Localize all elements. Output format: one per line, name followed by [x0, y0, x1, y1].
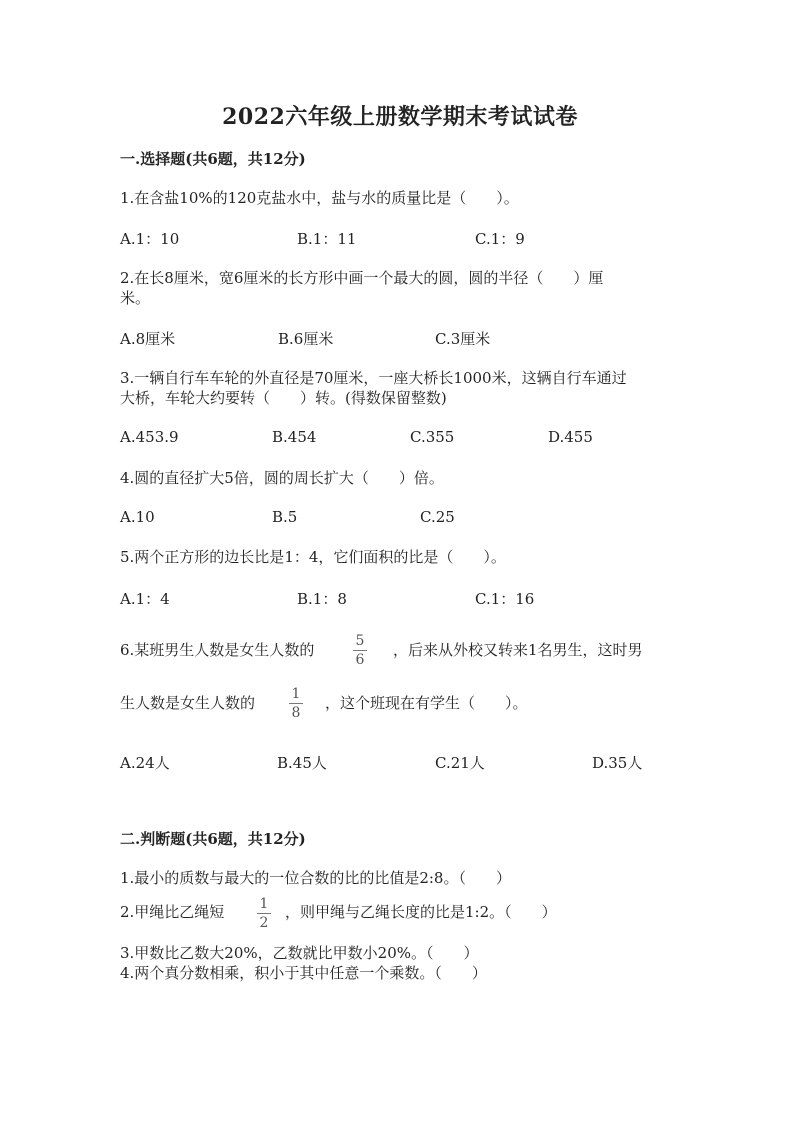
q4-option-c: C.25: [420, 508, 455, 526]
q3-option-a: A.453.9: [120, 428, 179, 446]
q4-option-b: B.5: [272, 508, 298, 526]
fraction-numerator: 1: [291, 686, 301, 702]
q1-option-a: A.1：10: [120, 230, 180, 248]
fraction-one-half: [257, 896, 271, 931]
q3-option-d: D.455: [548, 428, 593, 446]
q2-option-a: A.8厘米: [120, 330, 176, 348]
question-2-line2: 米。: [120, 289, 151, 307]
q6-option-b: B.45人: [277, 754, 327, 772]
q1-option-b: B.1：11: [297, 230, 357, 248]
fraction-denominator: 2: [259, 915, 269, 931]
q2-option-b: B.6厘米: [278, 330, 334, 348]
fraction-numerator: 5: [355, 633, 365, 649]
q6-option-c: C.21人: [435, 754, 485, 772]
judgement-4: 4.两个真分数相乘，积小于其中任意一个乘数。（ ）: [120, 964, 487, 982]
q2-option-c: C.3厘米: [435, 330, 491, 348]
question-6-line2-start: 生人数是女生人数的: [120, 694, 256, 712]
question-1-text: 1.在含盐10%的120克盐水中，盐与水的质量比是（ ）。: [120, 189, 519, 207]
question-5-text: 5.两个正方形的边长比是1：4，它们面积的比是（ ）。: [120, 548, 506, 566]
q6-option-d: D.35人: [592, 754, 643, 772]
fraction-bar: [353, 650, 367, 651]
q1-option-c: C.1：9: [475, 230, 525, 248]
q6-option-a: A.24人: [120, 754, 170, 772]
fraction-bar: [257, 913, 271, 914]
question-6-line1-end: ，后来从外校又转来1名男生，这时男: [393, 641, 643, 659]
question-3-line1: 3.一辆自行车车轮的外直径是70厘米，一座大桥长1000米，这辆自行车通过: [120, 369, 627, 387]
fraction-five-sixths: [353, 633, 367, 668]
judgement-1: 1.最小的质数与最大的一位合数的比的比值是2:8。（ ）: [120, 869, 511, 887]
q5-option-a: A.1：4: [120, 590, 170, 608]
judgement-2-start: 2.甲绳比乙绳短: [120, 903, 225, 921]
question-4-text: 4.圆的直径扩大5倍，圆的周长扩大（ ）倍。: [120, 469, 444, 487]
q5-option-b: B.1：8: [297, 590, 347, 608]
fraction-numerator: 1: [259, 896, 269, 912]
section-heading-judgement: 二.判断题(共6题，共12分): [120, 830, 306, 848]
section-heading-choice: 一.选择题(共6题，共12分): [120, 150, 306, 168]
fraction-bar: [289, 703, 303, 704]
q4-option-a: A.10: [120, 508, 155, 526]
judgement-2-end: ，则甲绳与乙绳长度的比是1:2。（ ）: [285, 903, 557, 921]
q5-option-c: C.1：16: [475, 590, 535, 608]
question-3-line2: 大桥，车轮大约要转（ ）转。(得数保留整数): [120, 389, 447, 407]
page-title: 2022六年级上册数学期末考试试卷: [222, 104, 578, 130]
fraction-denominator: 8: [291, 705, 301, 721]
question-6-line2-end: ，这个班现在有学生（ ）。: [325, 694, 528, 712]
judgement-3: 3.甲数比乙数大20%，乙数就比甲数小20%。（ ）: [120, 944, 479, 962]
q3-option-b: B.454: [272, 428, 317, 446]
fraction-denominator: 6: [355, 652, 365, 668]
q3-option-c: C.355: [410, 428, 455, 446]
fraction-one-eighth: [289, 686, 303, 721]
question-2-line1: 2.在长8厘米，宽6厘米的长方形中画一个最大的圆，圆的半径（ ）厘: [120, 269, 604, 287]
question-6-line1-start: 6.某班男生人数是女生人数的: [120, 641, 315, 659]
